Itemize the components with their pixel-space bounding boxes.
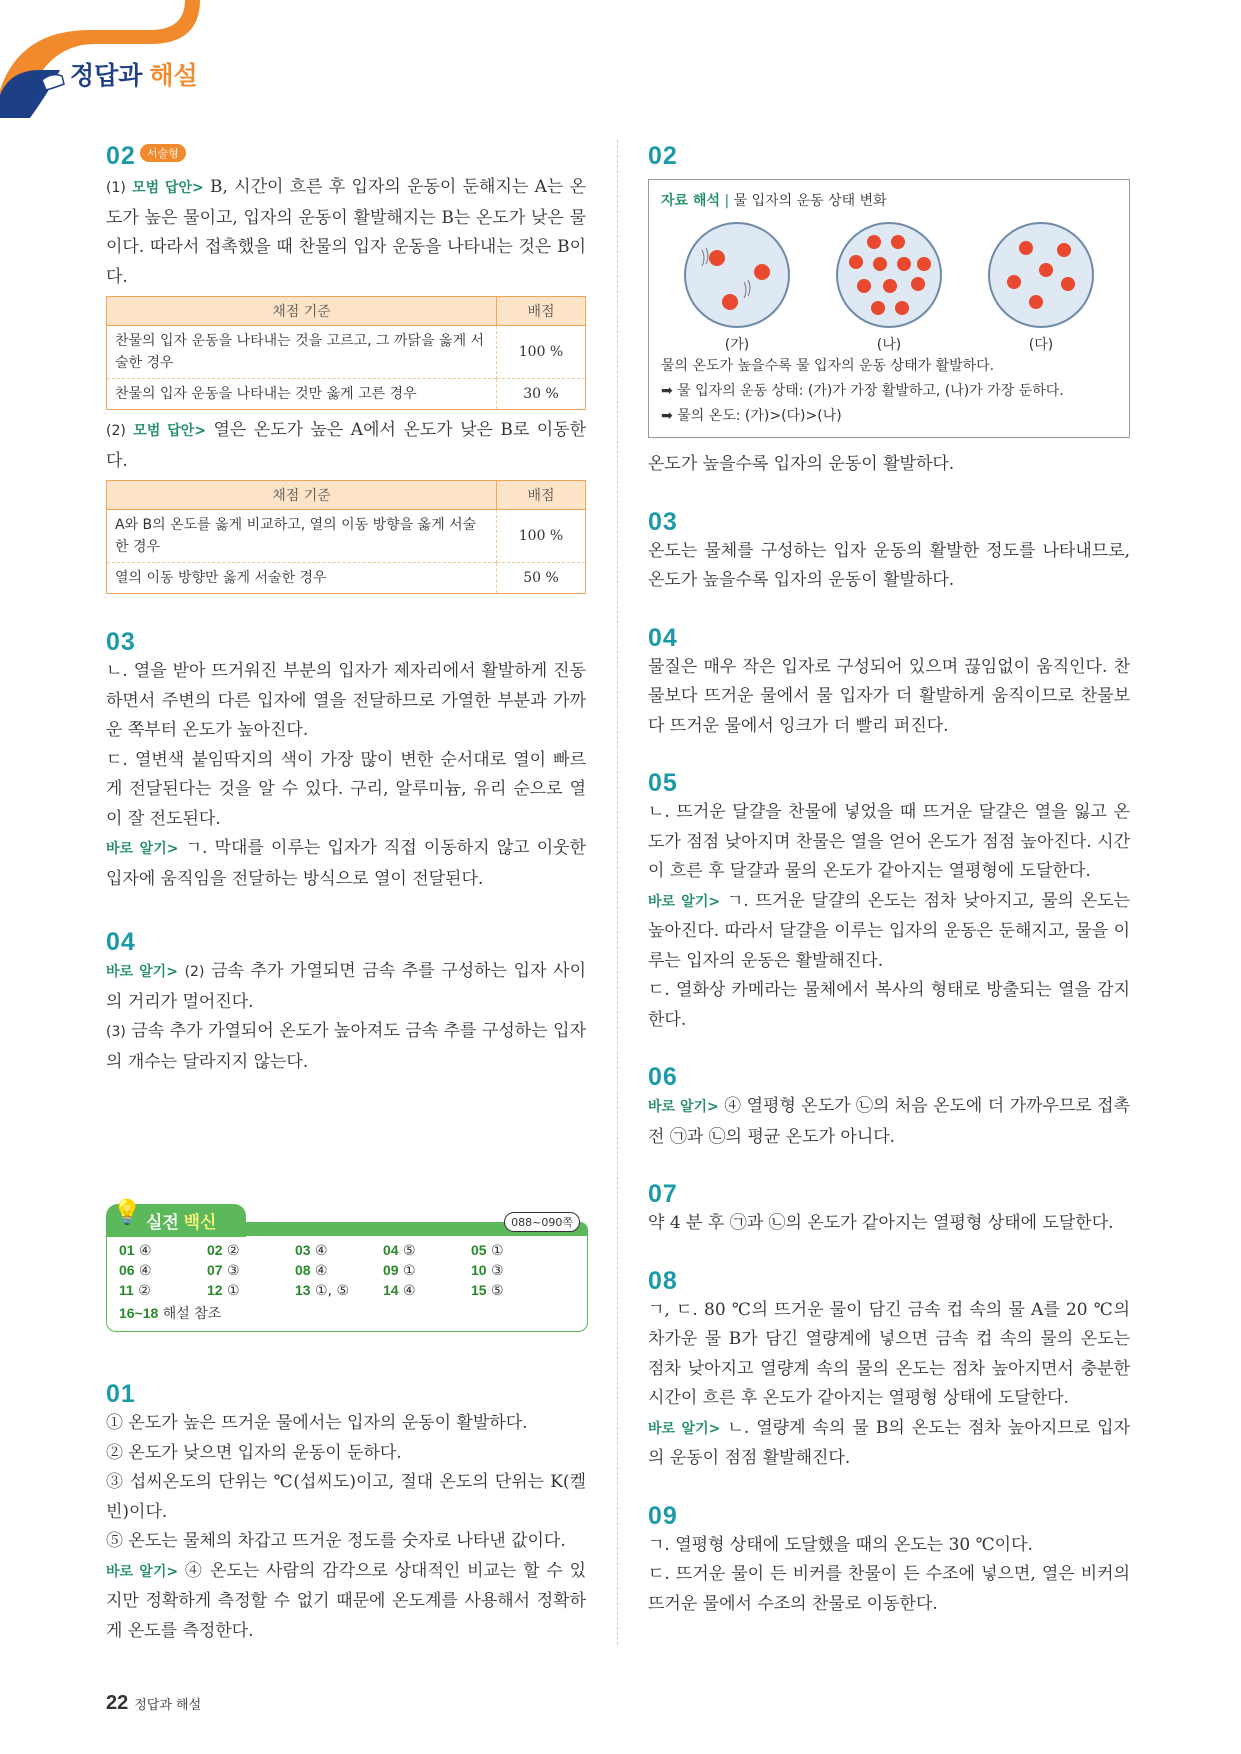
answer-text: 약 4 분 후 ㉠과 ㉡의 온도가 같아지는 열평형 상태에 도달한다.: [648, 1213, 1114, 1233]
practice-answer: 09 ①: [383, 1262, 416, 1279]
model-answer-label: 모범 답안: [133, 423, 195, 439]
practice-answer: 13 ①, ⑤: [295, 1282, 350, 1299]
particle-diagram-c: [986, 220, 1096, 354]
practice-answer: 05 ①: [471, 1242, 504, 1259]
answer-grid: [119, 1242, 575, 1299]
practice-answer: 04 ⑤: [383, 1242, 416, 1259]
answer-text: 온도는 물체를 구성하는 입자 운동의 활발한 정도를 나타내므로, 온도가 높을수록 입자의 운동이 활발하다.: [648, 540, 1130, 590]
answer-text: ㄱ. 뜨거운 달걀의 온도는 점차 낮아지고, 물의 온도는 높아진다. 따라서 달걀을 이루는 입자의 운동은 둔해지고, 물을 이루는 입자의 운동은 활발해진다.: [648, 890, 1130, 971]
answer-text: ㄱ. 열평형 상태에 도달했을 때의 온도는 30 ℃이다.: [648, 1534, 1033, 1555]
practice-answer: 11 ②: [119, 1282, 151, 1299]
data-analysis-box: 자료 해석 | 물 입자의 운동 상태 변화 (가) (나) (다) 물의 온도가 높을수록 물 입자의 운동 상태가 활발하다. ➡ 물 입자의 운동 상태: (가)가 가장 활발하고, (나)가 가장 둔하다. ➡ 물의 온도: (가)>(다)>(나): [648, 179, 1130, 438]
box-title: 물 입자의 운동 상태 변화: [733, 193, 887, 209]
box-line: 물의 온도가 높을수록 물 입자의 운동 상태가 활발하다.: [661, 358, 995, 374]
question-number: 04: [648, 623, 678, 652]
answer-text: ㄴ. 뜨거운 달걀을 찬물에 넣었을 때 뜨거운 달걀은 열을 잃고 온도가 점점 낮아지며 찬물은 열을 얻어 온도가 점점 높아진다. 시간이 흐른 후 달걀과 물의 온도가 같아지는 열평형에 도달한다.: [648, 802, 1130, 881]
bulb-icon: 💡: [112, 1198, 142, 1226]
answer-text: ㄷ. 열변색 붙임딱지의 색이 가장 많이 변한 순서대로 열이 빠르게 전달된다는 것을 알 수 있다. 구리, 알루미늄, 유리 순으로 열이 잘 전도된다.: [106, 749, 586, 829]
table-cell: A와 B의 온도를 옳게 비교하고, 열의 이동 방향을 옳게 서술한 경우: [107, 510, 497, 563]
question-number: 02: [648, 142, 678, 170]
q02-right: [648, 142, 1130, 480]
question-number: 03: [648, 507, 678, 536]
answer-text: ① 온도가 높은 뜨거운 물에서는 입자의 운동이 활발하다.: [106, 1413, 528, 1433]
item-index: (2): [106, 423, 126, 439]
correction-label: 바로 알기: [106, 964, 167, 980]
scoring-table-2: [106, 480, 586, 594]
caption: (가): [724, 337, 750, 353]
answer-text: 물질은 매우 작은 입자로 구성되어 있으며 끊임없이 움직인다. 찬물보다 뜨거운 물에서 물 입자가 더 활발하게 움직이므로 찬물보다 뜨거운 물에서 잉크가 더 빨리 퍼진다.: [648, 656, 1130, 736]
table-cell-points: 50 %: [497, 563, 586, 594]
q08-right: 08 ㄱ, ㄷ. 80 ℃의 뜨거운 물이 담긴 금속 컵 속의 물 A를 20 ℃의 차가운 물 B가 담긴 열량계에 넣으면 금속 컵 속의 물의 온도는 점차 낮아지고 열량계 속의 물의 온도는 점차 높아지면서 충분한 시간이 흐른 후 온도가 같아지는 열평형 상태에 도달한다. 바로 알기> ㄴ. 열량계 속의 물 B의 온도는 점차 높아지므로 입자의 운동이 점점 활발해진다.: [648, 1266, 1130, 1468]
answer-text: ⑤ 온도는 물체의 차갑고 뜨거운 정도를 숫자로 나타낸 값이다.: [106, 1531, 566, 1551]
item-index: (3): [106, 1024, 126, 1040]
practice-answer: 02 ②: [207, 1242, 240, 1259]
caption: (나): [876, 337, 902, 353]
answer-text: ㄴ. 열량계 속의 물 B의 온도는 점차 높아지므로 입자의 운동이 점점 활발해진다.: [648, 1417, 1130, 1468]
q06-right: 06 바로 알기> ④ 열평형 온도가 ㉡의 처음 온도에 더 가까우므로 접촉 전 ㉠과 ㉡의 평균 온도가 아니다.: [648, 1063, 1130, 1147]
answer-text: ㄴ. 열을 받아 뜨거워진 부분의 입자가 제자리에서 활발하게 진동하면서 주변의 다른 입자에 열을 전달하므로 가열한 부분과 가까운 쪽부터 온도가 높아진다.: [106, 661, 586, 740]
practice-answer: 12 ①: [207, 1282, 240, 1299]
practice-title: 실전 백신: [106, 1204, 246, 1237]
box-line: ➡ 물 입자의 운동 상태: (가)가 가장 활발하고, (나)가 가장 둔하다.: [661, 383, 1064, 399]
answer-text: ④ 온도는 사람의 감각으로 상대적인 비교는 할 수 있지만 정확하게 측정할 수 없기 때문에 온도계를 사용해서 정확하게 온도를 측정한다.: [106, 1560, 586, 1641]
question-number: 09: [648, 1501, 678, 1530]
column-divider: [617, 140, 618, 1645]
answer-text: 온도가 높을수록 입자의 운동이 활발하다.: [648, 454, 955, 474]
page-number: 22: [106, 1692, 129, 1714]
question-number: 01: [106, 1380, 136, 1408]
q03-left: 03 ㄴ. 열을 받아 뜨거워진 부분의 입자가 제자리에서 활발하게 진동하면서 주변의 다른 입자에 열을 전달하므로 가열한 부분과 가까운 쪽부터 온도가 높아진다. ㄷ. 열변색 붙임딱지의 색이 가장 많이 변한 순서대로 열이 빠르게 전달된다는 것을 알 수 있다. 구리, 알루미늄, 유리 순으로 열이 잘 전도된다. 바로 알기> ㄱ. 막대를 이루는 입자가 직접 이동하지 않고 이웃한 입자에 움직임을 전달하는 방식으로 열이 전달된다.: [106, 628, 587, 889]
table-header-criteria: 채점 기준: [107, 481, 497, 510]
answer-text: ㄷ. 뜨거운 물이 든 비커를 찬물이 든 수조에 넣으면, 열은 비커의 뜨거운 물에서 수조의 찬물로 이동한다.: [648, 1564, 1130, 1614]
question-number: 04: [106, 928, 136, 956]
correction-label: 바로 알기: [106, 1563, 167, 1580]
model-answer-label: 모범 답안: [132, 180, 192, 196]
box-line: ➡ 물의 온도: (가)>(다)>(나): [661, 408, 842, 424]
practice-answer: 10 ③: [471, 1262, 504, 1279]
caption: (다): [1028, 337, 1054, 353]
answer-text: ④ 열평형 온도가 ㉡의 처음 온도에 더 가까우므로 접촉 전 ㉠과 ㉡의 평균 온도가 아니다.: [648, 1096, 1130, 1147]
header-title: [70, 56, 198, 92]
table-header-points: 배점: [497, 297, 586, 326]
practice-answer: 03 ④: [295, 1242, 328, 1259]
question-number: 02: [106, 142, 136, 170]
practice-answer: 08 ④: [295, 1262, 328, 1279]
q04-right: [648, 624, 1130, 742]
left-column-bottom: 01 ① 온도가 높은 뜨거운 물에서는 입자의 운동이 활발하다. ② 온도가 낮으면 입자의 운동이 둔하다. ③ 섭씨온도의 단위는 ℃(섭씨도)이고, 절대 온도의 단위는 K(켈빈)이다. ⑤ 온도는 물체의 차갑고 뜨거운 정도를 숫자로 나타낸 값이다. 바로 알기> ④ 온도는 사람의 감각으로 상대적인 비교는 할 수 있지만 정확하게 측정할 수 없기 때문에 온도계를 사용해서 정확하게 온도를 측정한다.: [106, 1380, 586, 1641]
practice-answer: 07 ③: [207, 1262, 240, 1279]
page-range: 088~090쪽: [504, 1212, 580, 1232]
right-column: [648, 142, 1130, 1619]
question-number: 07: [648, 1180, 678, 1208]
table-cell-points: 30 %: [497, 379, 586, 410]
answer-text: ㄱ, ㄷ. 80 ℃의 뜨거운 물이 담긴 금속 컵 속의 물 A를 20 ℃의 차가운 물 B가 담긴 열량계에 넣으면 금속 컵 속의 물의 온도는 점차 낮아지고 열량계 속의 물의 온도는 점차 높아지면서 충분한 시간이 흐른 후 온도가 같아지는 열평형 상태에 도달한다.: [648, 1299, 1130, 1408]
reference-text: 해설 참조: [162, 1306, 222, 1322]
q07-right: [648, 1180, 1130, 1239]
table-cell: 열의 이동 방향만 옳게 서술한 경우: [107, 563, 497, 594]
table-cell-points: 100 %: [497, 510, 586, 563]
table-cell: 찬물의 입자 운동을 나타내는 것을 고르고, 그 까닭을 옳게 서술한 경우: [107, 326, 497, 379]
table-header-criteria: 채점 기준: [107, 297, 497, 326]
item-index: (1): [106, 180, 126, 196]
particle-diagram-b: [834, 220, 944, 354]
correction-label: 바로 알기: [648, 893, 709, 910]
correction-label: 바로 알기: [106, 841, 167, 857]
item-index: (2): [184, 964, 205, 980]
q09-right: [648, 1502, 1130, 1620]
answer-text: ③ 섭씨온도의 단위는 ℃(섭씨도)이고, 절대 온도의 단위는 K(켈빈)이다.: [106, 1472, 586, 1522]
table-cell-points: 100 %: [497, 326, 586, 379]
table-cell: 찬물의 입자 운동을 나타내는 것만 옳게 고른 경우: [107, 379, 497, 410]
reference-number: 16~18: [119, 1305, 159, 1321]
box-label: 자료 해석: [661, 193, 720, 209]
answer-text: 금속 추가 가열되면 금속 추를 구성하는 입자 사이의 거리가 멀어진다.: [106, 961, 586, 1012]
scoring-table-1: [106, 296, 586, 410]
practice-answer: 14 ④: [383, 1282, 416, 1299]
answer-text: ㄷ. 열화상 카메라는 물체에서 복사의 형태로 방출되는 열을 감지한다.: [648, 980, 1130, 1030]
question-number: 06: [648, 1063, 678, 1091]
page-footer: [106, 1692, 201, 1715]
question-number: 03: [106, 628, 136, 656]
correction-label: 바로 알기: [648, 1099, 707, 1115]
practice-answer-box: [106, 1198, 588, 1332]
header-title-a: 정답과: [70, 62, 150, 90]
essay-badge: 서술형: [140, 144, 186, 162]
header-title-b: 해설: [149, 62, 198, 90]
q03-right: [648, 508, 1130, 596]
practice-answer: 01 ④: [119, 1242, 152, 1259]
answer-text: 열은 온도가 높은 A에서 온도가 낮은 B로 이동한다.: [106, 420, 586, 471]
answer-text: ② 온도가 낮으면 입자의 운동이 둔하다.: [106, 1442, 402, 1463]
particle-diagram-a: [682, 220, 792, 354]
correction-label: 바로 알기: [648, 1420, 709, 1437]
answer-text: 금속 추가 가열되어 온도가 높아져도 금속 추를 구성하는 입자의 개수는 달라지지 않는다.: [106, 1021, 587, 1072]
answer-text: ㄱ. 막대를 이루는 입자가 직접 이동하지 않고 이웃한 입자에 움직임을 전달하는 방식으로 열이 전달된다.: [106, 838, 587, 889]
question-number: 08: [648, 1266, 678, 1295]
practice-answer: 15 ⑤: [471, 1282, 504, 1299]
footer-text: 정답과 해설: [134, 1698, 202, 1713]
q04-left: 04 바로 알기> (2) 금속 추가 가열되면 금속 추를 구성하는 입자 사이의 거리가 멀어진다. (3) 금속 추가 가열되어 온도가 높아져도 금속 추를 구성하는 입자의 개수는 달라지지 않는다.: [106, 928, 587, 1072]
q05-right: 05 ㄴ. 뜨거운 달걀을 찬물에 넣었을 때 뜨거운 달걀은 열을 잃고 온도가 점점 낮아지며 찬물은 열을 얻어 온도가 점점 높아진다. 시간이 흐른 후 달걀과 물의 온도가 같아지는 열평형에 도달한다. 바로 알기> ㄱ. 뜨거운 달걀의 온도는 점차 낮아지고, 물의 온도는 높아진다. 따라서 달걀을 이루는 입자의 운동은 둔해지고, 물을 이루는 입자의 운동은 활발해진다. ㄷ. 열화상 카메라는 물체에서 복사의 형태로 방출되는 열을 감지한다.: [648, 769, 1130, 1035]
question-number: 05: [648, 769, 678, 797]
q02-left: 02 서술형 (1) 모범 답안> B, 시간이 흐른 후 입자의 운동이 둔해지는 A는 온도가 높은 물이고, 입자의 운동이 활발해지는 B는 온도가 낮은 물이다. 따라서 접촉했을 때 찬물의 입자 운동을 나타내는 것은 B이다. 채점 기준 배점 찬물의 입자 운동을 나타내는 것을 고르고, 그 까닭을 옳게 서술한 경우 100 % 찬물의 입자 운동을 나타내는 것만 옳게 고른 경우 30 % (2) 모범 답안> 열은 온도가 높은 A에서 온도가 낮은 B로 이동한다. 채점 기준 배점 A와 B의 온도를 옳게 비교하고, 열의 이동 방향을 옳게 서술한 경우 100 % 열의 이동 방향만 옳게 서술한 경우 50 %: [106, 142, 586, 594]
table-header-points: 배점: [497, 481, 586, 510]
left-column: [106, 142, 586, 1077]
practice-answer: 06 ④: [119, 1262, 152, 1279]
answer-text: B, 시간이 흐른 후 입자의 운동이 둔해지는 A는 온도가 높은 물이고, 입자의 운동이 활발해지는 B는 온도가 낮은 물이다. 따라서 접촉했을 때 찬물의 입자 운동을 나타내는 것은 B이다.: [106, 177, 586, 287]
